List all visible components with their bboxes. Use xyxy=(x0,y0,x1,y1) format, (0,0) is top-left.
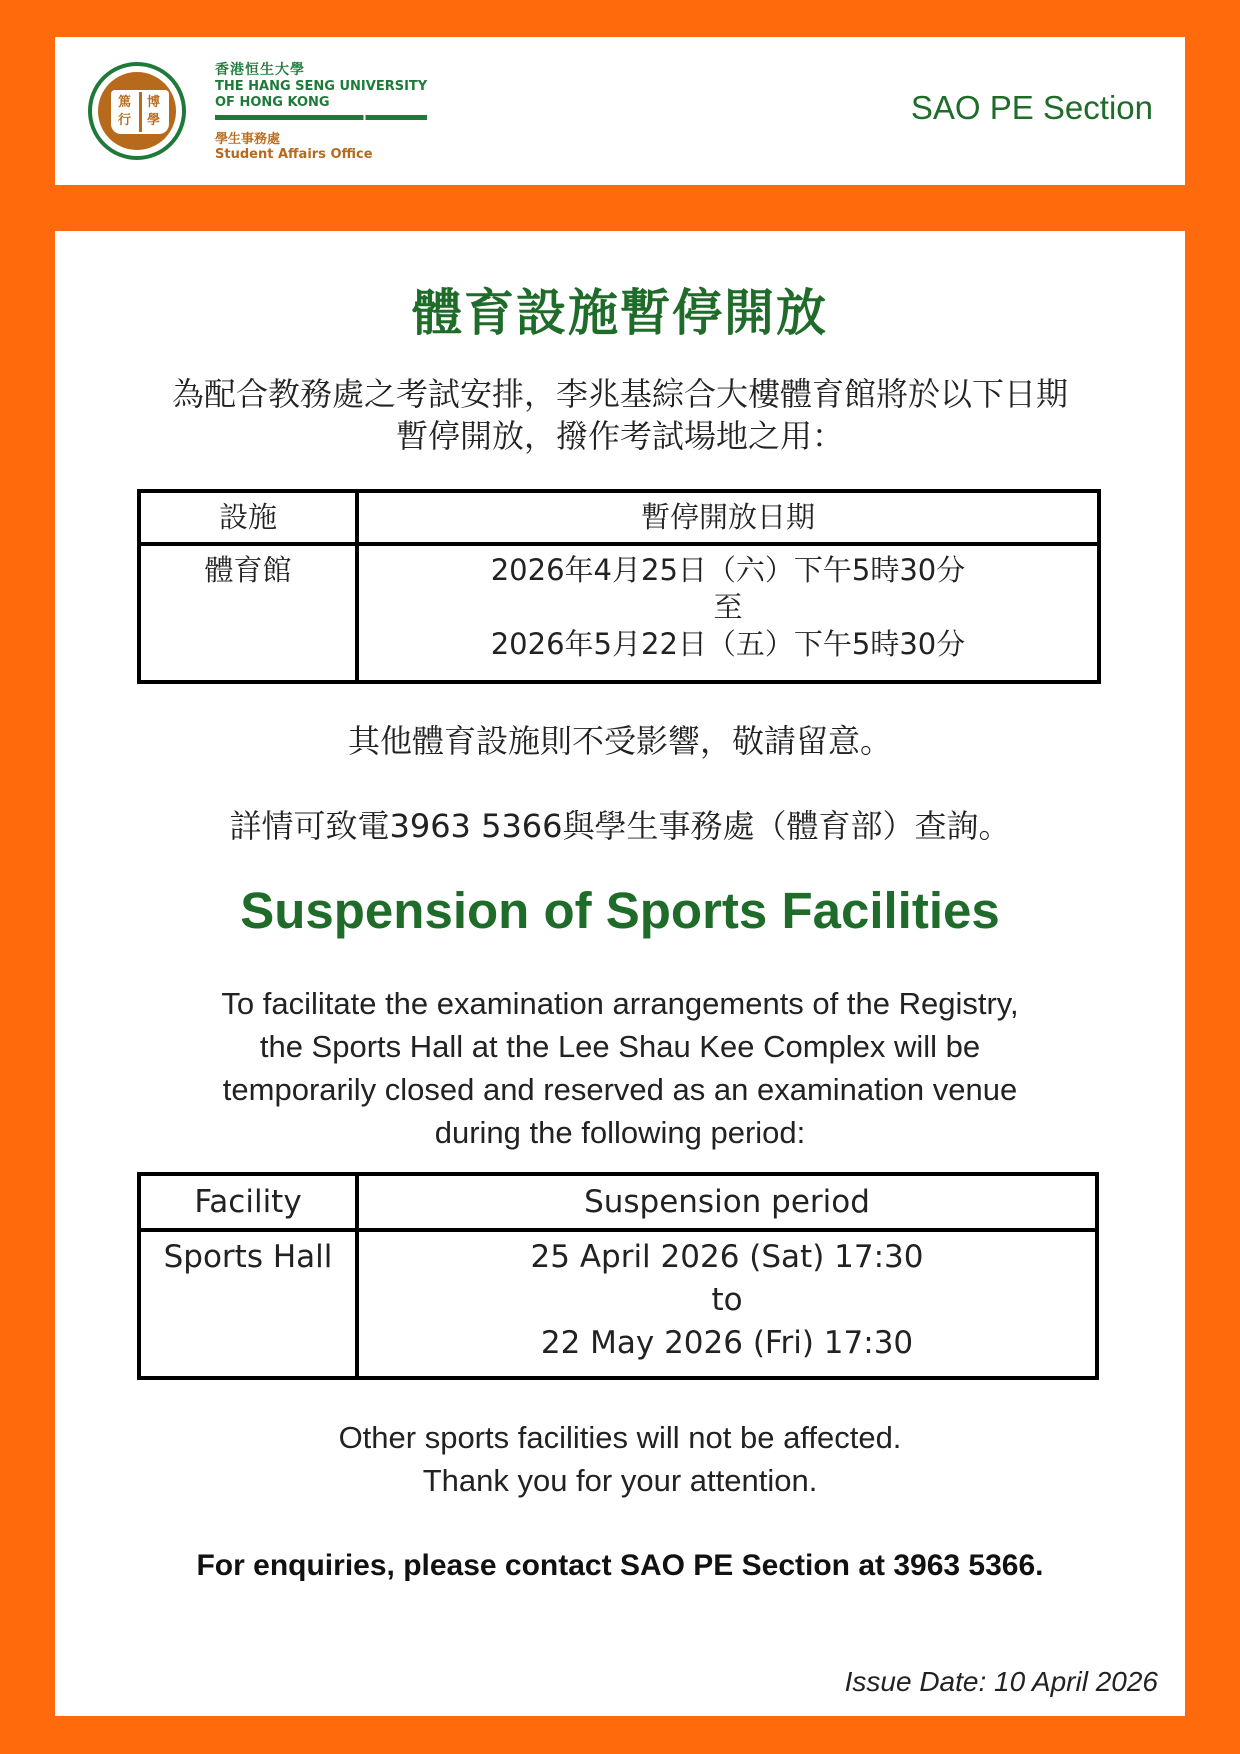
section-name: SAO PE Section xyxy=(910,89,1153,126)
seal-char-3: 行 xyxy=(118,113,132,128)
zh-title: 體育設施暫停開放 xyxy=(412,284,828,342)
period-end: 22 May 2026 (Fri) 17:30 xyxy=(540,1325,914,1361)
zh-paragraph xyxy=(55,373,1185,457)
table-cell-facility: 體育館 xyxy=(139,544,357,682)
university-name-en-2: OF HONG KONG xyxy=(215,95,330,110)
university-seal-logo xyxy=(88,62,186,160)
en-paragraph-line: temporarily closed and reserved as an examination venue xyxy=(222,1072,1018,1107)
en-note xyxy=(55,1416,1185,1502)
office-name-zh: 學生事務處 xyxy=(215,132,281,147)
university-name-zh: 香港恒生大學 xyxy=(215,62,305,78)
table-header-row xyxy=(139,1174,1097,1230)
header-card xyxy=(55,37,1185,185)
notice-card xyxy=(55,231,1185,1716)
period-end: 2026年5月22日（五）下午5時30分 xyxy=(490,627,966,661)
zh-enquiry: 詳情可致電3963 5366與學生事務處（體育部）查詢。 xyxy=(229,807,1011,845)
zh-paragraph-line: 為配合教務處之考試安排，李兆基綜合大樓體育館將於以下日期 xyxy=(171,375,1068,413)
table-cell-facility: Sports Hall xyxy=(139,1230,357,1378)
zh-paragraph-line: 暫停開放，撥作考試場地之用： xyxy=(395,417,844,455)
seal-char-2: 博 xyxy=(147,95,161,110)
period-start: 2026年4月25日（六）下午5時30分 xyxy=(490,553,966,587)
table-header-row xyxy=(139,491,1099,544)
university-wordmark xyxy=(215,59,427,162)
table-header-facility: 設施 xyxy=(139,491,357,544)
period-start: 25 April 2026 (Sat) 17:30 xyxy=(530,1239,924,1275)
en-paragraph-line: during the following period: xyxy=(434,1115,806,1150)
table-row xyxy=(139,544,1099,682)
en-paragraph xyxy=(55,982,1185,1154)
table-header-period: Suspension period xyxy=(357,1174,1097,1230)
logo-divider xyxy=(215,115,427,120)
issue-date: Issue Date: 10 April 2026 xyxy=(844,1666,1158,1697)
table-cell-period xyxy=(357,1230,1097,1378)
seal-char-1: 篤 xyxy=(118,95,132,110)
table-row xyxy=(139,1230,1097,1378)
en-note-line: Other sports facilities will not be affected. xyxy=(338,1420,902,1455)
university-name-en-1: THE HANG SENG UNIVERSITY xyxy=(215,79,428,94)
office-name-en: Student Affairs Office xyxy=(215,147,373,162)
zh-note: 其他體育設施則不受影響，敬請留意。 xyxy=(347,722,892,760)
table-header-period: 暫停開放日期 xyxy=(357,491,1099,544)
period-to: to xyxy=(711,1282,743,1318)
table-header-facility: Facility xyxy=(139,1174,357,1230)
zh-schedule-table xyxy=(137,489,1101,684)
seal-char-4: 學 xyxy=(147,113,161,128)
en-enquiry: For enquiries, please contact SAO PE Section at 3963 5366. xyxy=(196,1549,1044,1582)
en-schedule-table xyxy=(137,1172,1099,1380)
en-paragraph-line: To facilitate the examination arrangements of the Registry, xyxy=(221,986,1019,1021)
en-paragraph-line: the Sports Hall at the Lee Shau Kee Complex will be xyxy=(259,1029,981,1064)
en-note-line: Thank you for your attention. xyxy=(422,1463,818,1498)
en-title: Suspension of Sports Facilities xyxy=(240,882,1000,939)
table-cell-period xyxy=(357,544,1099,682)
period-to: 至 xyxy=(713,590,743,624)
